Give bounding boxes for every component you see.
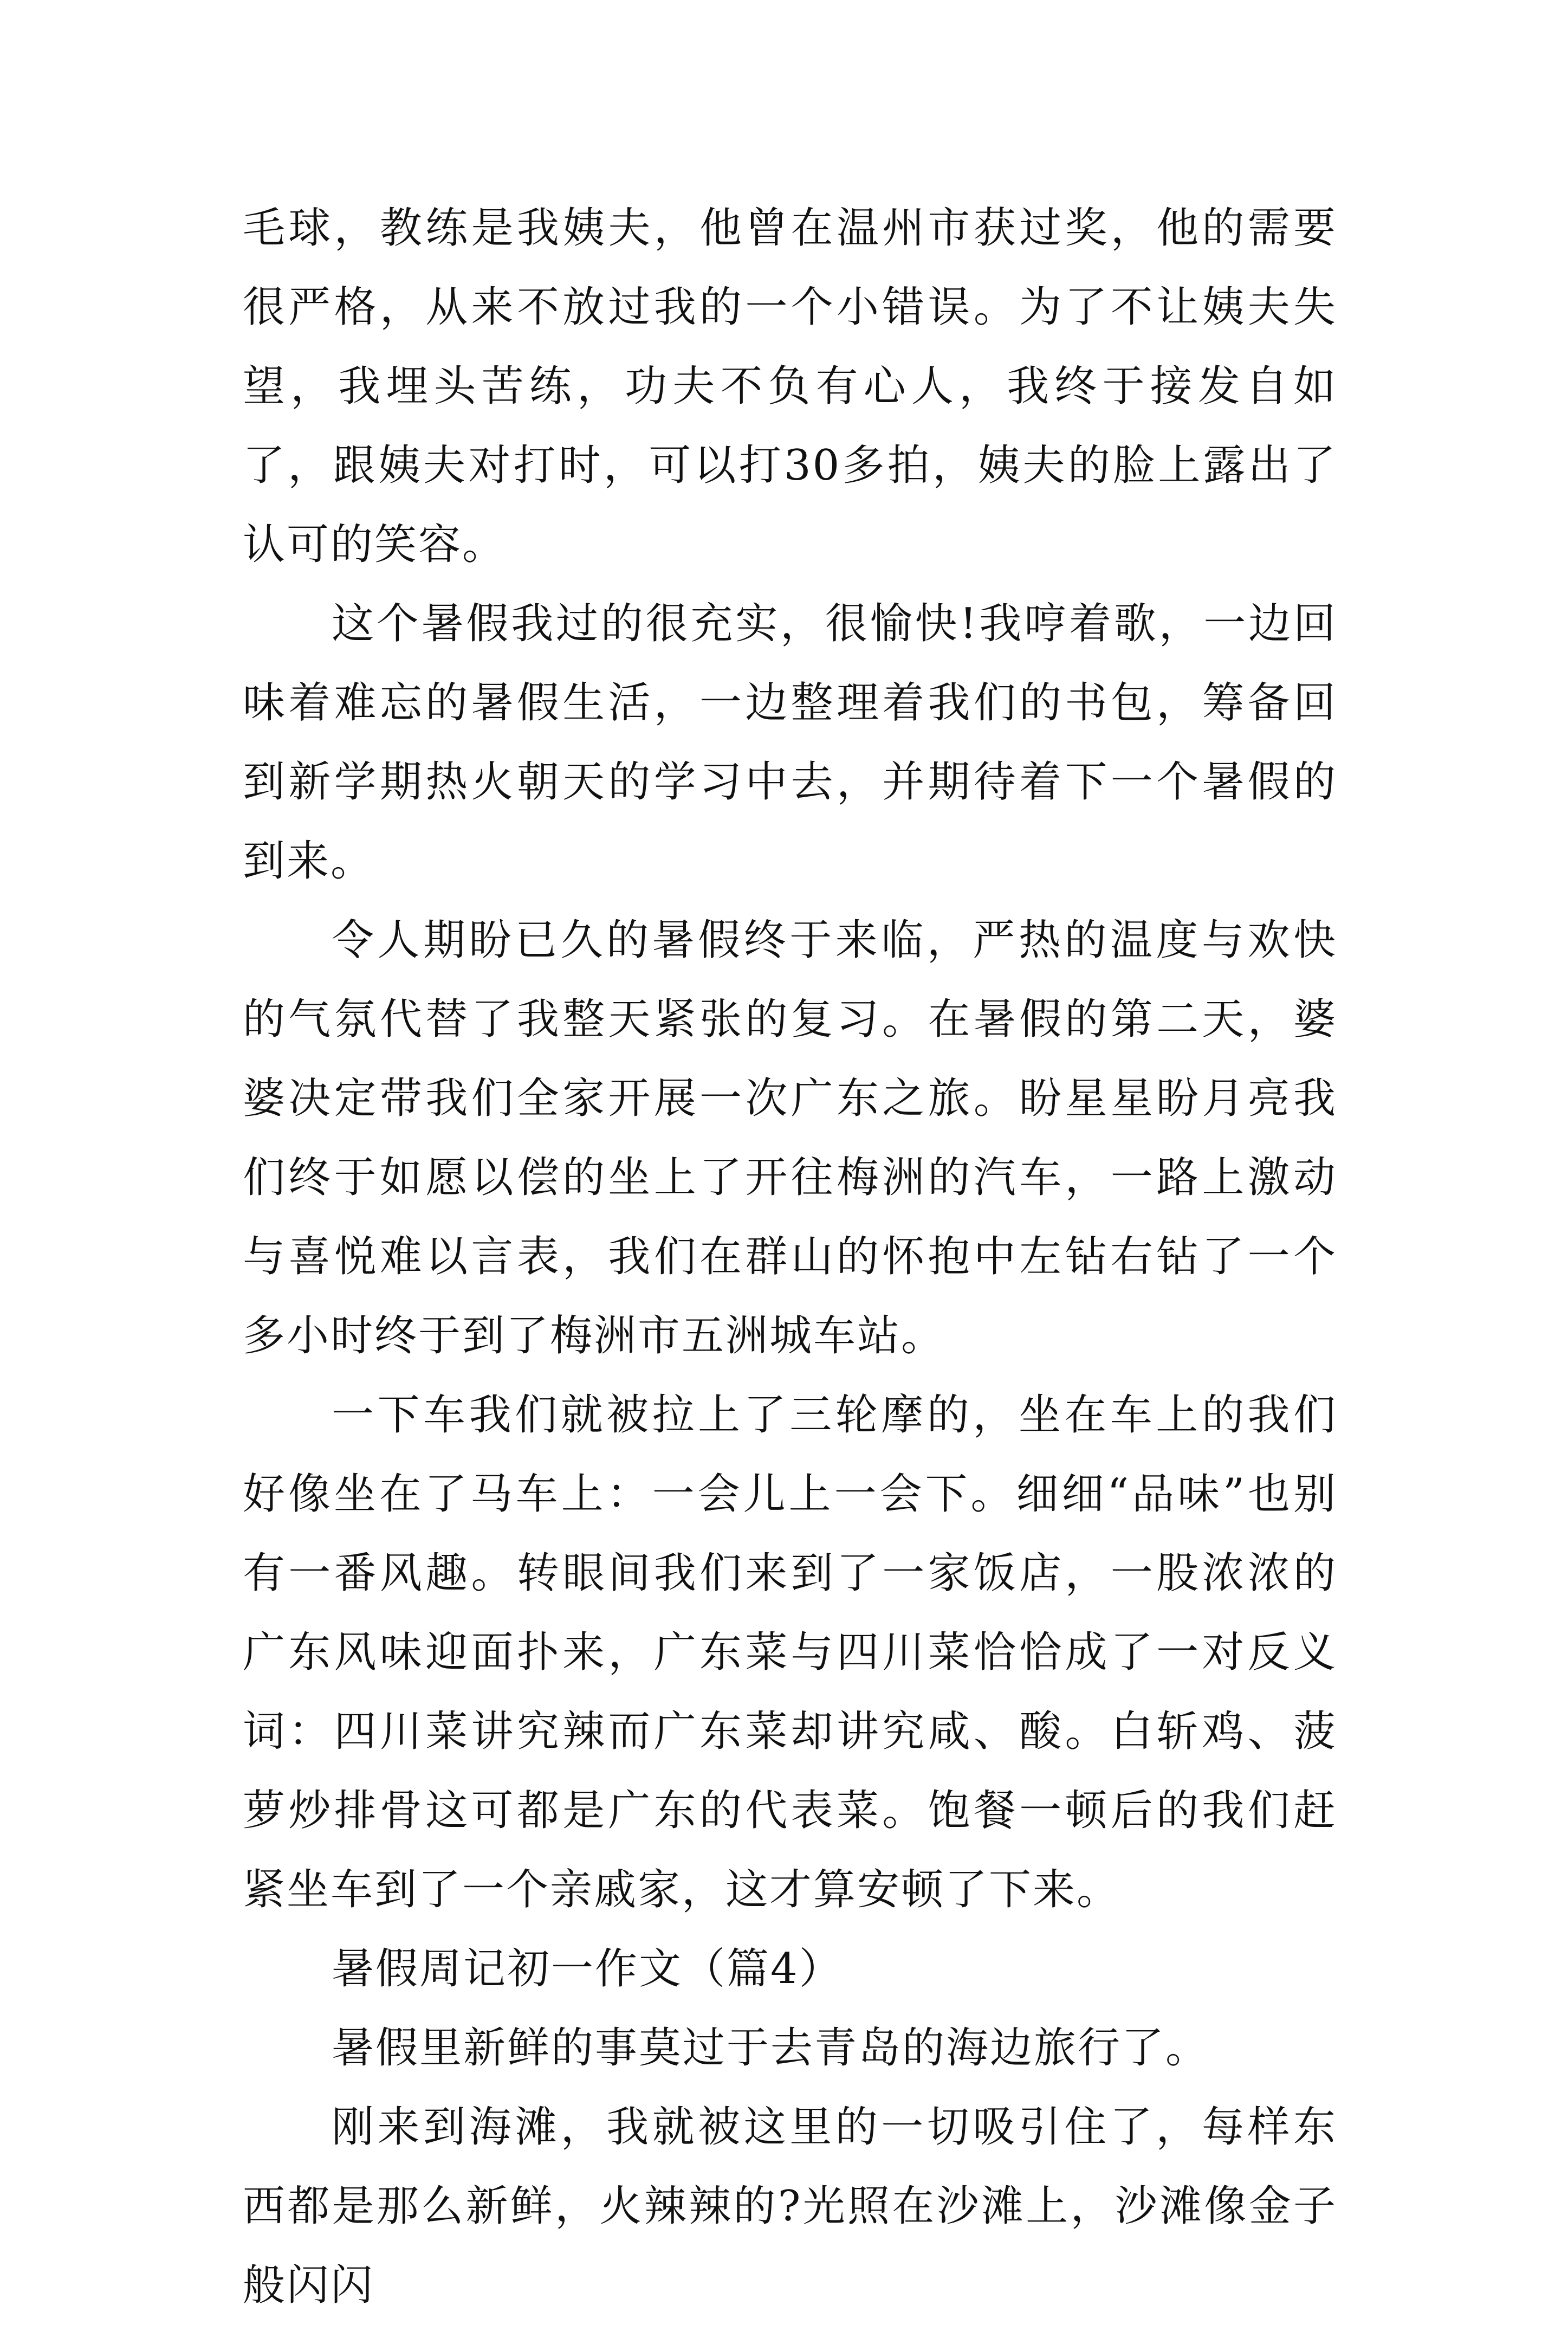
paragraph-1: 毛球，教练是我姨夫，他曾在温州市获过奖，他的需要很严格，从来不放过我的一个小错误。为了不让姨夫失望，我埋头苦练，功夫不负有心人，我终于接发自如了，跟姨夫对打时，可以打30多拍，姨夫的脸上露出了认可的笑容。 xyxy=(243,204,1337,569)
paragraph-4: 一下车我们就被拉上了三轮摩的，坐在车上的我们好像坐在了马车上：一会儿上一会下。细细“品味”也别有一番风趣。转眼间我们来到了一家饭店，一股浓浓的广东风味迎面扑来，广东菜与四川菜恰恰成了一对反义词：四川菜讲究辣而广东菜却讲究咸、酸。白斩鸡、菠萝炒排骨这可都是广东的代表菜。饱餐一顿后的我们赶紧坐车到了一个亲戚家，这才算安顿了下来。 xyxy=(243,1391,1337,1914)
section-heading: 暑假周记初一作文（篇4） xyxy=(332,1945,843,1993)
paragraph-3: 令人期盼已久的暑假终于来临，严热的温度与欢快的气氛代替了我整天紧张的复习。在暑假的第二天，婆婆决定带我们全家开展一次广东之旅。盼星星盼月亮我们终于如愿以偿的坐上了开往梅洲的汽车，一路上激动与喜悦难以言表，我们在群山的怀抱中左钻右钻了一个多小时终于到了梅洲市五洲城车站。 xyxy=(243,916,1337,1360)
paragraph-5: 暑假里新鲜的事莫过于去青岛的海边旅行了。 xyxy=(332,2024,1210,2072)
body-text xyxy=(243,189,1337,2325)
paragraph-6: 刚来到海滩，我就被这里的一切吸引住了，每样东西都是那么新鲜，火辣辣的?光照在沙滩上，沙滩像金子般闪闪 xyxy=(243,2103,1337,2310)
paragraph-2: 这个暑假我过的很充实，很愉快!我哼着歌，一边回味着难忘的暑假生活，一边整理着我们的书包，筹备回到新学期热火朝天的学习中去，并期待着下一个暑假的到来。 xyxy=(243,599,1337,886)
